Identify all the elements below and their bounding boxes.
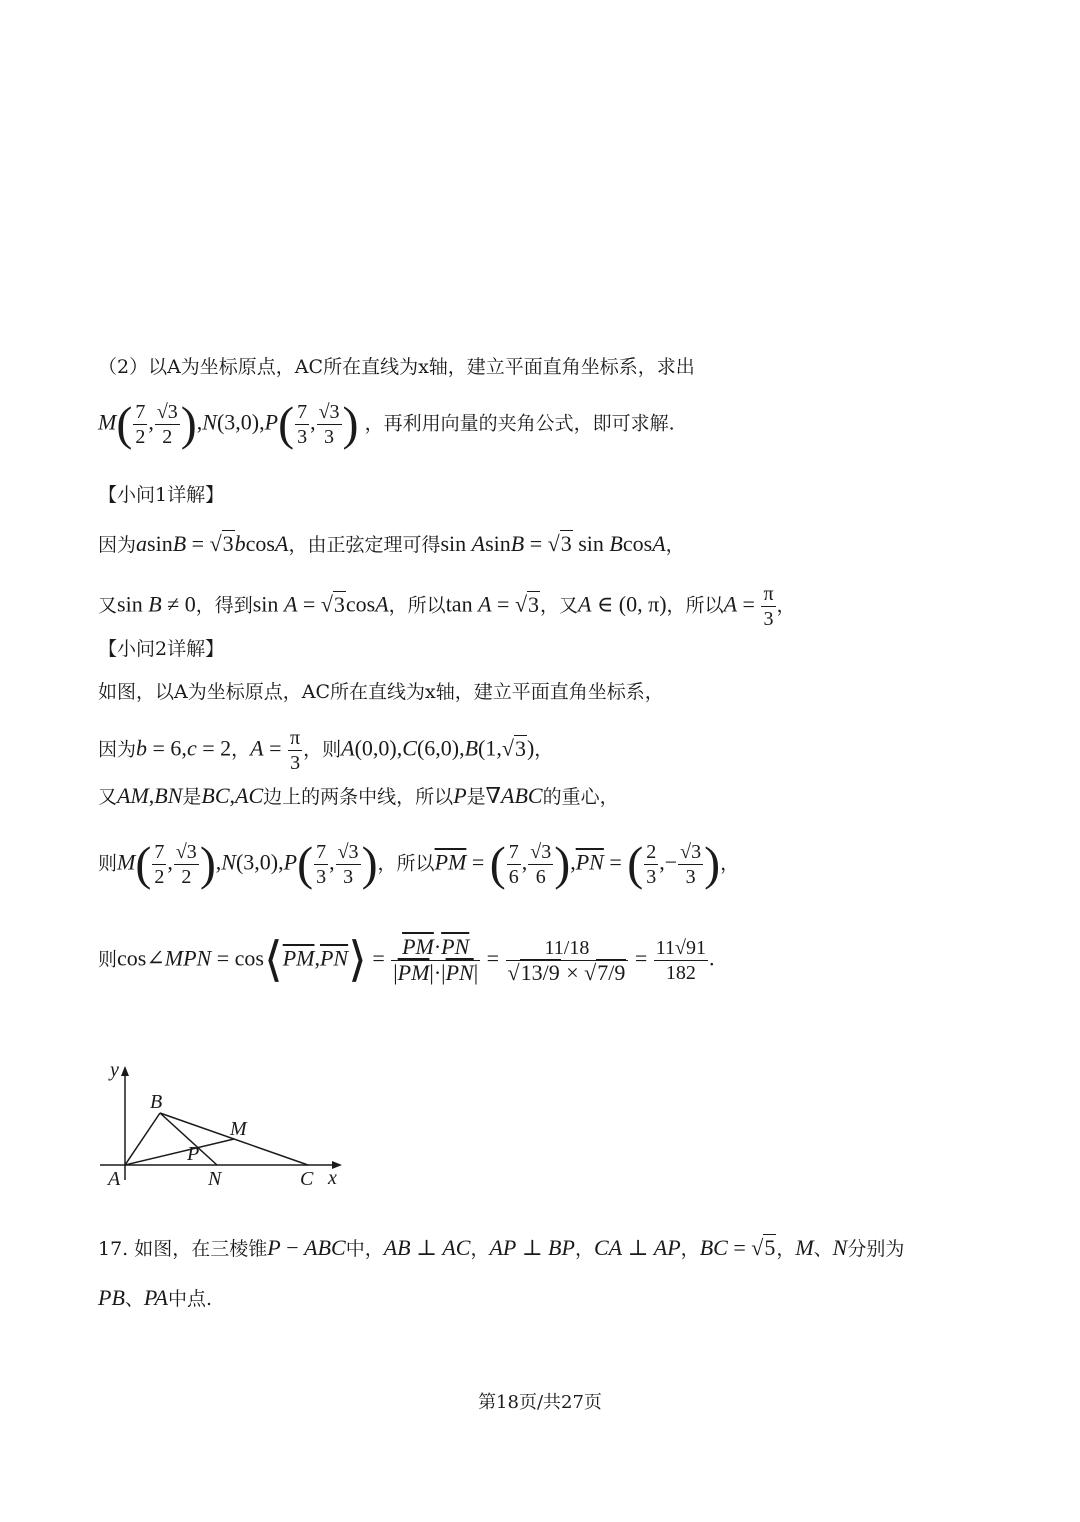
text: 因为 xyxy=(98,738,137,761)
text: 的重心， xyxy=(542,786,619,808)
q2-line5: 则cos∠MPN = $\cos⟨\overline{PM},\overline{PN}⟩$ = $\frac{\overline{PM}\cdot\overline{PN}}{|\overline{PM}|\cdot|\overline{PN}|}$ = $\frac{11/18}{√13/9 \times √7/9}$ = $\frac{11√91}{182}$ . xyxy=(98,933,715,987)
text: ，则 xyxy=(303,738,342,761)
text: ， xyxy=(470,1238,490,1260)
text: 如图，以A为坐标原点，AC所在直线为x轴，建立平面直角坐标系， xyxy=(98,681,664,703)
part2-hint-line1 xyxy=(98,355,695,379)
text: ， xyxy=(574,1238,594,1260)
text: 则 xyxy=(98,948,118,971)
hint-text: （2）以A为坐标原点，AC所在直线为x轴，建立平面直角坐标系，求出 xyxy=(98,356,695,378)
text: 中， xyxy=(345,1238,384,1260)
text: 又 xyxy=(98,786,118,808)
q2-line4: 则M( $\frac{7}{2}$ , $\frac{√3}{2}$ ),N(3,0),P( $\frac{7}{3}$ , $\frac{√3}{3}$ )，所以$\overline{PM}$ = ( $\frac{7}{6}$ , $\frac{√3}{6}$ )$,\overline{PN}$ = ( $\frac{2}{3}$ ,− $\frac{√3}{3}$ )， xyxy=(98,837,740,891)
text: ，所以 xyxy=(388,594,446,617)
text: 、 xyxy=(813,1238,833,1260)
triangle-figure xyxy=(90,1058,360,1198)
text: ， xyxy=(680,1238,700,1260)
label-c: C xyxy=(300,1168,314,1190)
q2-header: 【小问2详解】 xyxy=(98,638,225,660)
text: 边上的两条中线，所以 xyxy=(263,786,454,808)
median-am xyxy=(125,1139,234,1165)
label-m: M xyxy=(230,1118,247,1140)
label-y: y xyxy=(110,1059,119,1081)
label-x: x xyxy=(328,1167,337,1189)
q1-line2: 又sin B ≠ 0，得到sin A = √3cosA，所以tan A = √3，又A ∈ (0, π)，所以A = $\frac{\pi}{3}$ ， xyxy=(98,583,796,630)
q2-line3: 又AM,BN是BC,AC边上的两条中线，所以P是∇ABC的重心， xyxy=(98,783,619,808)
text: 则 xyxy=(98,852,118,875)
q2-line1 xyxy=(98,680,664,704)
text: ，又 xyxy=(540,594,579,617)
text: 又 xyxy=(98,594,118,617)
part2-hint-line2: M( $\frac{7}{2}$ , $\frac{√3}{2}$ ),N(3,0),P( $\frac{7}{3}$ , $\frac{√3}{3}$ ) ，再利用向量的夹角公式，即可求解. xyxy=(98,397,675,451)
text: ，得到 xyxy=(195,594,253,617)
text: 中点. xyxy=(167,1288,212,1310)
q1-line1: 因为asinB = √3bcosA，由正弦定理可得sin AsinB = √3 sin BcosA， xyxy=(98,531,685,556)
q1-header: 【小问1详解】 xyxy=(98,484,225,506)
label-p: P xyxy=(187,1143,200,1165)
label-b: B xyxy=(150,1091,163,1113)
text: ，由正弦定理可得 xyxy=(288,534,441,556)
label-a: A xyxy=(108,1168,121,1190)
text: ， xyxy=(776,1238,796,1260)
page-footer: 第18页/共27页 xyxy=(478,1392,602,1413)
label-n: N xyxy=(208,1168,222,1190)
q17-line2: PB、PA中点. xyxy=(98,1285,212,1310)
text: 分别为 xyxy=(847,1238,905,1260)
text: 、 xyxy=(124,1288,144,1310)
text: 是 xyxy=(466,786,486,808)
q2-line2: 因为b = 6,c = 2，A = $\frac{\pi}{3}$ ，则A(0,0),C(6,0),B(1,√3)， xyxy=(98,727,554,774)
text: 是 xyxy=(182,786,202,808)
text: ，所以 xyxy=(377,852,435,875)
text: ，所以 xyxy=(666,594,724,617)
hint-tail: ，再利用向量的夹角公式，即可求解. xyxy=(364,412,675,435)
text: 因为 xyxy=(98,534,137,556)
q17-line1: 17. 如图，在三棱锥P − ABC中，AB ⊥ AC，AP ⊥ BP，CA ⊥ AP，BC = √5，M、N分别为 xyxy=(98,1235,905,1260)
text: 17. 如图，在三棱锥 xyxy=(98,1238,268,1260)
y-axis-arrow xyxy=(121,1066,129,1076)
